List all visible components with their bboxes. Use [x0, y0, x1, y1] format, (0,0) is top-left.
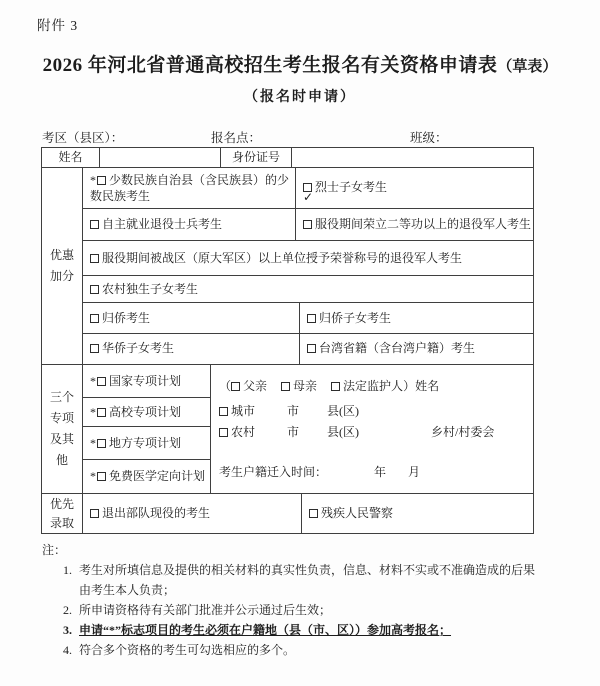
city-xian-field[interactable]: 县(区)	[327, 404, 359, 418]
section-special-plans-label: 三个 专项 及其 他	[42, 365, 83, 493]
reg-point-label: 报名点：	[211, 131, 262, 145]
page-title	[0, 50, 600, 77]
option-taiwan-candidate[interactable]: 台湾省籍（含台湾户籍）考生	[300, 334, 533, 364]
bonus-row-3	[83, 241, 533, 276]
note-item-4: 4. 符合多个资格的考生可勾选相应的多个。	[63, 643, 296, 657]
move-month-field[interactable]: 月	[408, 465, 421, 479]
guardian-name-line: （ 父亲 母亲 法定监护人）姓名	[219, 379, 440, 393]
priority-row	[83, 494, 533, 533]
checkbox-taiwan-candidate[interactable]	[307, 344, 316, 353]
note-item-1: 1. 考生对所填信息及提供的相关材料的真实性负责，信息、材料不实或不准确造成的后果由考生本人负责；	[63, 563, 536, 597]
exam-area-label: 考区（县区）：	[42, 131, 124, 145]
meta-row	[0, 128, 600, 144]
option-local-special-plan[interactable]: * 地方专项计划	[83, 427, 210, 460]
checkbox-honor-title-veteran[interactable]	[90, 254, 99, 263]
section-bonus-points	[42, 168, 533, 364]
option-second-class-merit-veteran[interactable]: 服役期间荣立二等功以上的退役军人考生	[296, 209, 533, 240]
checkbox-rural-only-child[interactable]	[90, 285, 99, 294]
checkbox-disabled-police[interactable]	[309, 509, 318, 518]
option-national-special-plan[interactable]: * 国家专项计划	[83, 365, 210, 398]
checkbox-legal-guardian[interactable]	[331, 382, 340, 391]
checkbox-second-class-merit[interactable]	[303, 220, 312, 229]
rural-shi-field[interactable]: 市	[287, 425, 300, 439]
option-minority-candidate[interactable]: * 少数民族自治县（含民族县）的少数民族考生	[83, 168, 296, 208]
special-plan-list	[83, 365, 211, 493]
city-household-line: 城市 市 县(区)	[219, 404, 359, 418]
id-number-input-cell[interactable]	[292, 148, 533, 167]
checkbox-free-medical-plan[interactable]	[97, 472, 106, 481]
option-returned-overseas-chinese-child[interactable]: 归侨子女考生	[300, 303, 533, 333]
identity-row	[42, 148, 533, 168]
option-self-employed-veteran[interactable]: 自主就业退役士兵考生	[83, 209, 296, 240]
checkbox-retired-active-service[interactable]	[90, 509, 99, 518]
option-honor-title-veteran[interactable]: 服役期间被战区（原大军区）以上单位授予荣誉称号的退役军人考生	[83, 241, 533, 275]
option-disabled-police[interactable]: 残疾人民警察	[302, 494, 533, 533]
checkbox-national-plan[interactable]	[97, 377, 106, 386]
option-retired-active-service[interactable]: 退出部队现役的考生	[83, 494, 302, 533]
option-university-special-plan[interactable]: * 高校专项计划	[83, 398, 210, 427]
section-special-plans	[42, 364, 533, 493]
household-move-line	[219, 465, 420, 479]
checkbox-father[interactable]	[231, 382, 240, 391]
option-martyr-child[interactable]: ✓烈士子女考生	[296, 168, 533, 208]
name-label: 姓名	[42, 148, 100, 167]
rural-household-line: 农村 市 县(区) 乡村/村委会	[219, 425, 494, 439]
checkbox-self-employed-veteran[interactable]	[90, 220, 99, 229]
option-rural-only-child[interactable]: 农村独生子女考生	[83, 276, 533, 302]
section-priority-admission	[42, 493, 533, 533]
notes-label: 注：	[42, 543, 67, 557]
notes-block	[42, 540, 535, 660]
page-title-main: 2026 年河北省普通高校招生考生报名有关资格申请表	[42, 55, 498, 76]
note-item-2: 2. 所申请资格待有关部门批准并公示通过后生效；	[63, 603, 332, 617]
checkbox-local-plan[interactable]	[97, 439, 106, 448]
city-shi-field[interactable]: 市	[287, 404, 300, 418]
attachment-label: 附件 3	[37, 18, 79, 33]
page-subtitle: （报名时申请）	[244, 90, 356, 105]
checkbox-martyr-child[interactable]	[303, 183, 312, 192]
bonus-row-6	[83, 334, 533, 364]
bonus-row-2	[83, 209, 533, 241]
option-returned-overseas-chinese[interactable]: 归侨考生	[83, 303, 300, 333]
section-priority-admission-label: 优先 录取	[42, 494, 83, 533]
bonus-row-1	[83, 168, 533, 209]
bonus-row-4	[83, 276, 533, 303]
checkbox-minority[interactable]	[97, 176, 106, 185]
checkbox-returned-overseas-chinese[interactable]	[90, 314, 99, 323]
rural-xian-field[interactable]: 县(区)	[327, 425, 359, 439]
household-detail-cell	[211, 365, 533, 493]
move-in-time-label: 考生户籍迁入时间：	[219, 465, 328, 479]
name-input-cell[interactable]	[100, 148, 221, 167]
move-year-field[interactable]: 年	[374, 465, 387, 479]
checkbox-rural-household[interactable]	[219, 428, 228, 437]
checkbox-roc-child[interactable]	[307, 314, 316, 323]
page-title-suffix: （草表）	[497, 59, 558, 75]
rural-village-field[interactable]: 乡村/村委会	[431, 425, 495, 439]
option-overseas-chinese-child[interactable]: 华侨子女考生	[83, 334, 300, 364]
class-label: 班级：	[410, 131, 448, 145]
option-free-medical-plan[interactable]: * 免费医学定向计划	[90, 469, 206, 483]
checkbox-overseas-chinese-child[interactable]	[90, 344, 99, 353]
checkbox-university-plan[interactable]	[97, 408, 106, 417]
section-bonus-points-label: 优惠 加分	[42, 168, 83, 364]
application-form-table	[41, 147, 534, 534]
bonus-row-5	[83, 303, 533, 334]
checkbox-city-household[interactable]	[219, 407, 228, 416]
id-number-label: 身份证号	[221, 148, 292, 167]
note-item-3: 3. 申请“*”标志项目的考生必须在户籍地（县（市、区））参加高考报名；	[63, 623, 452, 637]
checkbox-mother[interactable]	[281, 382, 290, 391]
